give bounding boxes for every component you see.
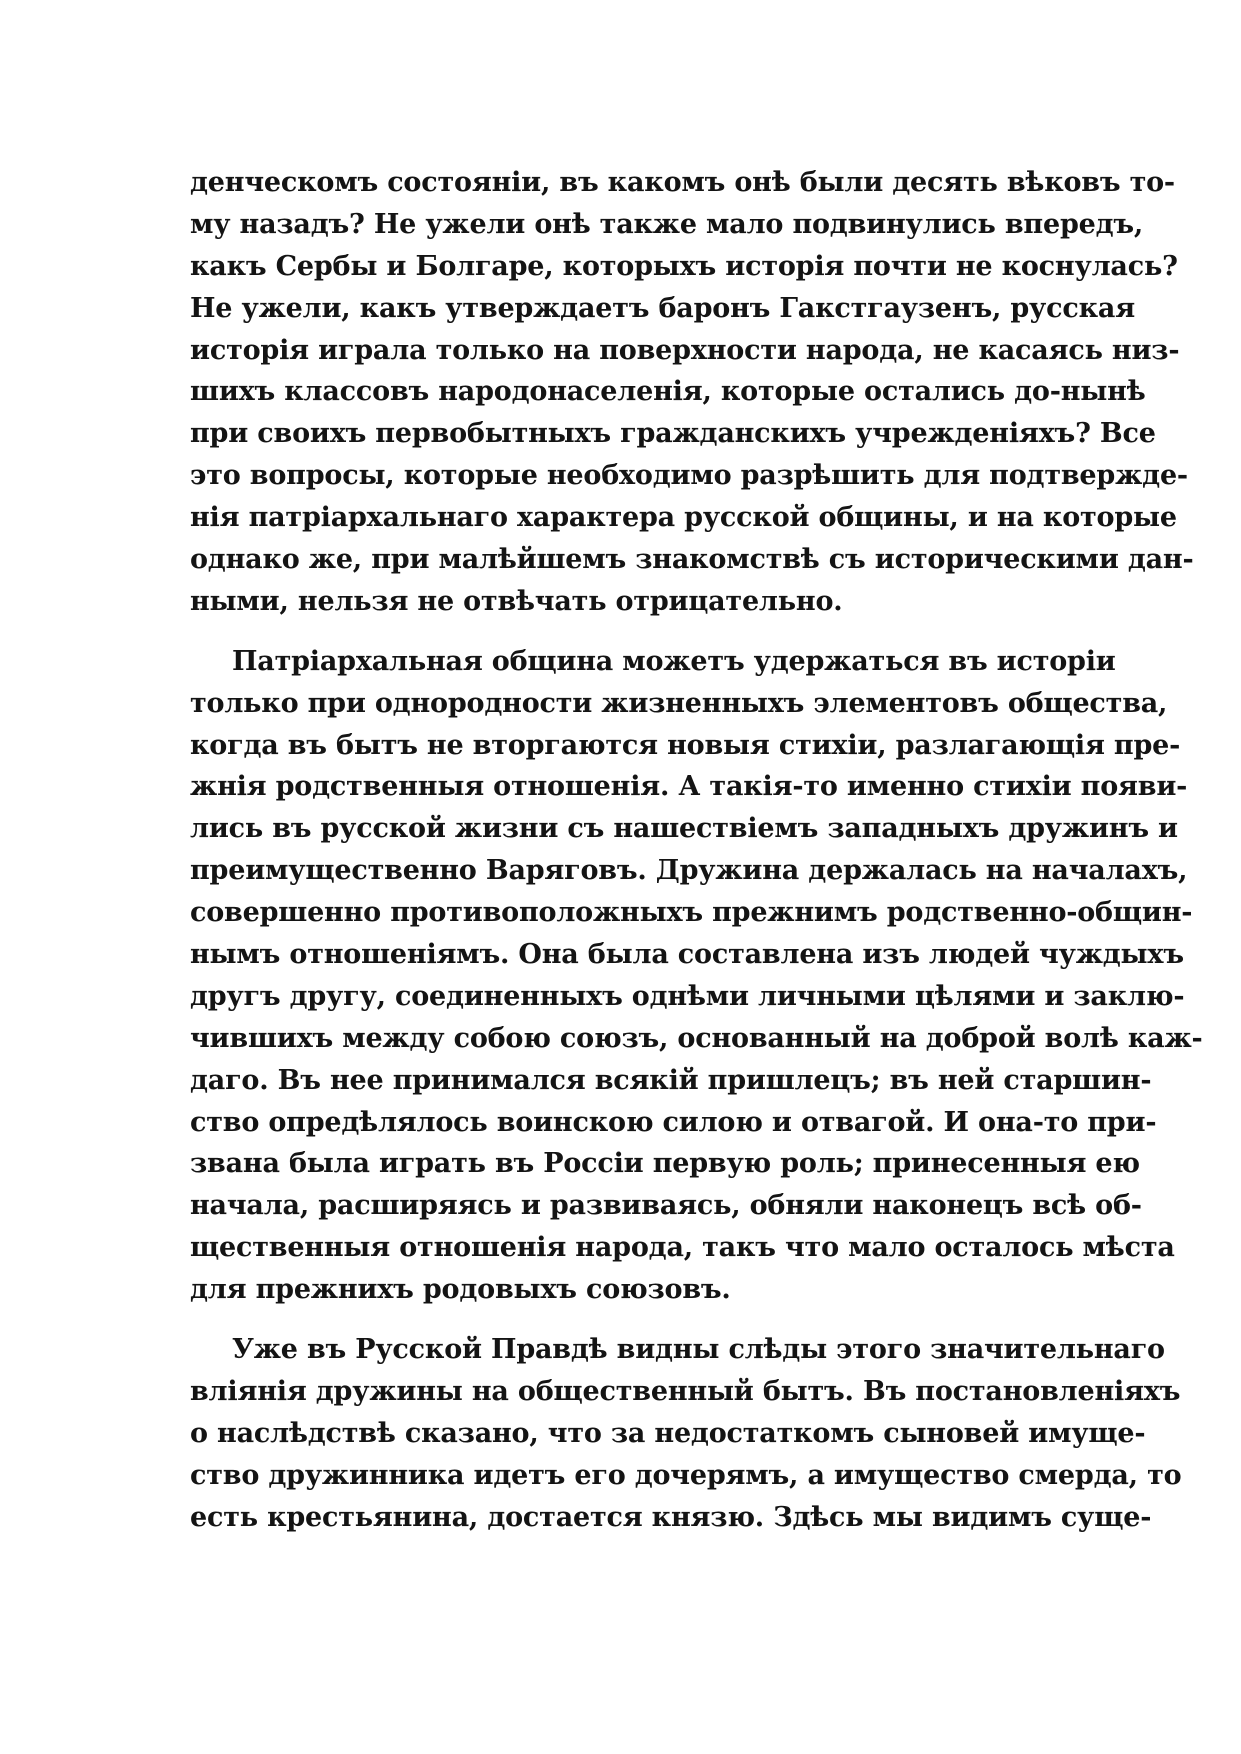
- text-line: ными, нельзя не отвѣчать отрицательно.: [190, 585, 843, 617]
- text-line: Патрiархальная община можетъ удержаться въ исторiи: [232, 645, 1116, 677]
- text-line: совершенно противоположныхъ прежнимъ родственно-общин-: [190, 897, 1193, 929]
- text-line: когда въ бытъ не вторгаются новыя стихiи, разлагающiя пре-: [190, 729, 1181, 761]
- text-line: при своихъ первобытныхъ гражданскихъ учрежденiяхъ? Все: [190, 418, 1156, 450]
- text-line: однако же, при малѣйшемъ знакомствѣ съ историческими дан-: [190, 544, 1194, 576]
- text-line: звана была играть въ Россiи первую роль; принесенныя ею: [190, 1148, 1140, 1180]
- text-line: жнiя родственныя отношенiя. А такiя-то именно стихiи появи-: [190, 771, 1188, 803]
- text-line: ство дружинника идетъ его дочерямъ, а имущество смерда, то: [190, 1459, 1182, 1491]
- text-line: лись въ русской жизни съ нашествiемъ западныхъ дружинъ и: [190, 813, 1178, 845]
- text-line: Не ужели, какъ утверждаетъ баронъ Гакстгаузенъ, русская: [190, 292, 1135, 324]
- text-line: даго. Въ нее принимался всякiй пришлецъ; въ ней старшин-: [190, 1064, 1152, 1096]
- text-line: другъ другу, соединенныхъ однѣми личными цѣлями и заклю-: [190, 980, 1185, 1012]
- text-line: чившихъ между собою союзъ, основанный на доброй волѣ каж-: [190, 1022, 1203, 1054]
- text-line: о наслѣдствѣ сказано, что за недостаткомъ сыновей имуще-: [190, 1417, 1146, 1449]
- text-line: му назадъ? Не ужели онѣ также мало подвинулись впередъ,: [190, 208, 1144, 240]
- text-line: это вопросы, которые необходимо разрѣшить для подтвержде-: [190, 460, 1188, 492]
- text-line: шихъ классовъ народонаселенiя, которые остались до-нынѣ: [190, 376, 1146, 408]
- text-line: начала, расширяясь и развиваясь, обняли наконецъ всѣ об-: [190, 1190, 1142, 1222]
- text-line: какъ Сербы и Болгаре, которыхъ исторiя почти не коснулась?: [190, 250, 1178, 282]
- text-line: ство опредѣлялось воинскою силою и отвагой. И она-то при-: [190, 1106, 1157, 1138]
- text-line: есть крестьянина, достается князю. Здѣсь мы видимъ суще-: [190, 1501, 1152, 1533]
- page-text: [190, 162, 1203, 1539]
- text-line: нiя патрiархальнаго характера русской общины, и на которые: [190, 502, 1177, 534]
- text-line: нымъ отношенiямъ. Она была составлена изъ людей чуждыхъ: [190, 939, 1184, 971]
- text-line: только при однородности жизненныхъ элементовъ общества,: [190, 687, 1168, 719]
- paragraph-gap: [190, 1311, 1070, 1329]
- text-line: для прежнихъ родовыхъ союзовъ.: [190, 1274, 731, 1306]
- text-line: преимущественно Варяговъ. Дружина держалась на началахъ,: [190, 855, 1188, 887]
- text-line: исторiя играла только на поверхности народа, не касаясь низ-: [190, 334, 1180, 366]
- text-line: щественныя отношенiя народа, такъ что мало осталось мѣста: [190, 1232, 1175, 1264]
- paragraph-gap: [190, 623, 1070, 641]
- text-line: Уже въ Русской Правдѣ видны слѣды этого значительнаго: [232, 1334, 1165, 1366]
- text-line: влiянiя дружины на общественный бытъ. Въ постановленiяхъ: [190, 1375, 1181, 1407]
- text-line: денческомъ состоянiи, въ какомъ онѣ были десять вѣковъ то-: [190, 167, 1175, 198]
